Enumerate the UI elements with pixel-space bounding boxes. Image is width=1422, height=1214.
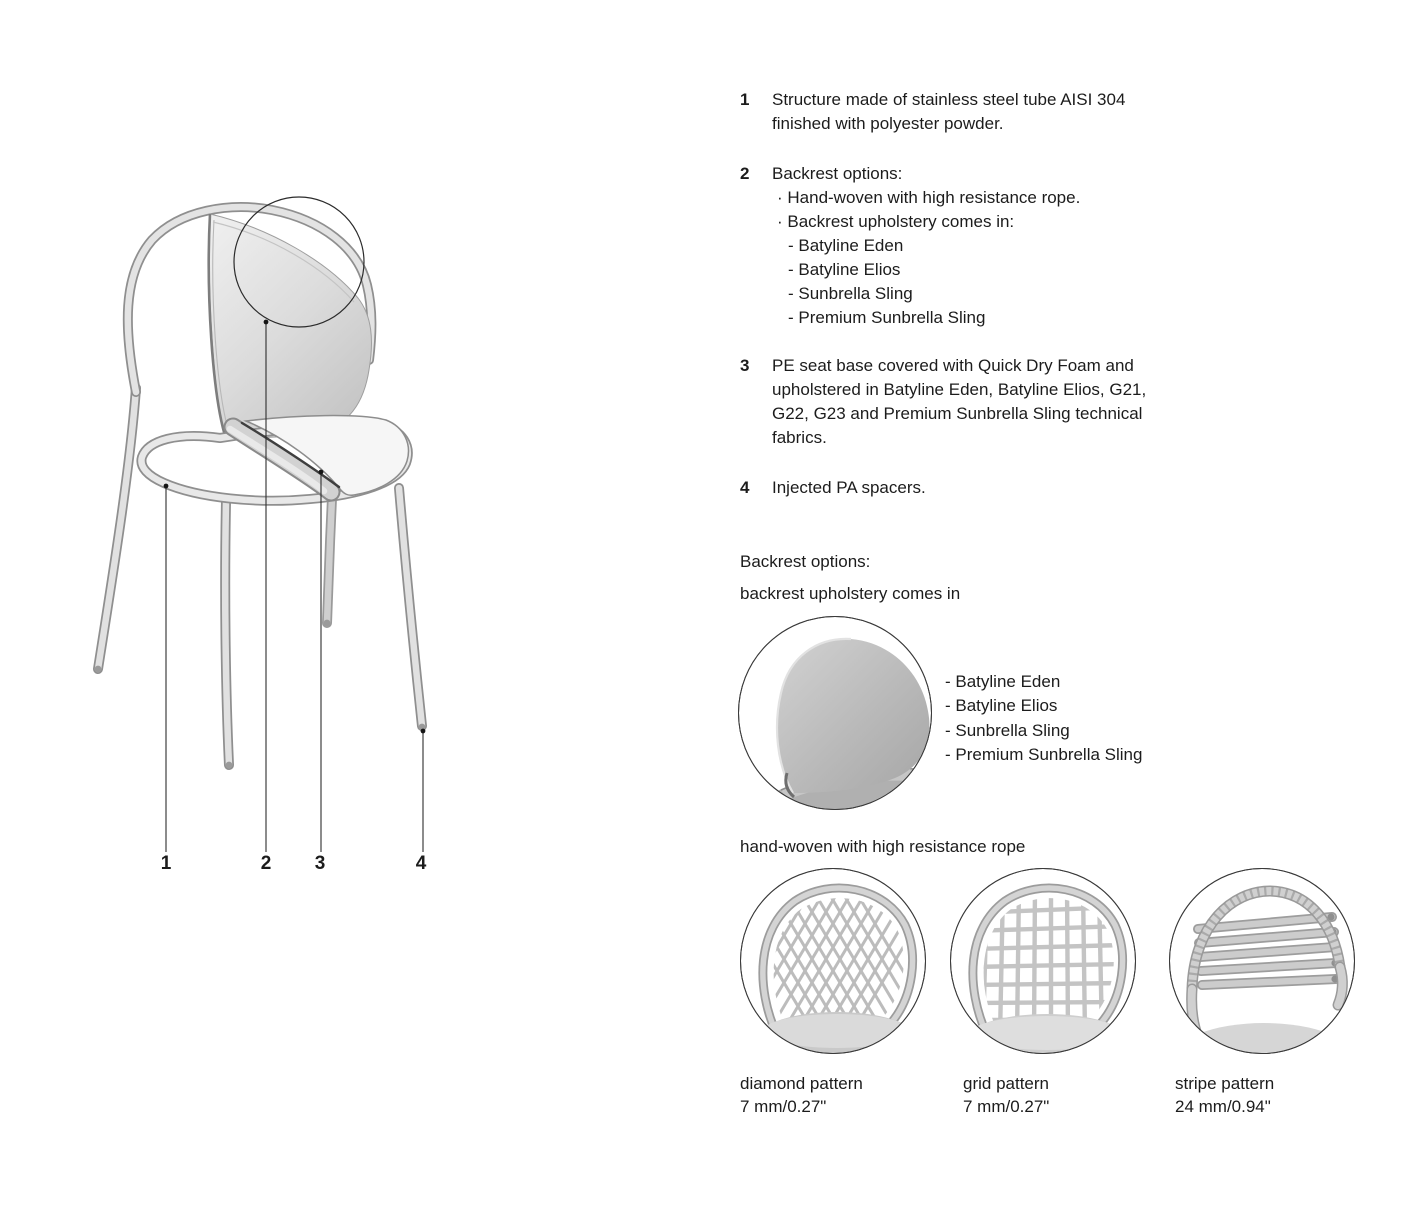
diamond-pattern-photo bbox=[739, 867, 927, 1055]
pattern-size: 7 mm/0.27" bbox=[963, 1097, 1050, 1116]
list-item: - Premium Sunbrella Sling bbox=[945, 744, 1143, 764]
spec-line: PE seat base covered with Quick Dry Foam and bbox=[772, 356, 1134, 375]
callout-number-3: 3 bbox=[314, 853, 326, 874]
spec-line: finished with polyester powder. bbox=[772, 114, 1004, 133]
pattern-name: grid pattern bbox=[963, 1074, 1049, 1093]
spec-line: - Batyline Eden bbox=[788, 236, 904, 255]
chair-line-drawing bbox=[60, 180, 500, 900]
spec-item-number: 4 bbox=[740, 478, 750, 497]
spec-item-3 bbox=[740, 354, 1146, 450]
spec-line: · Backrest upholstery comes in: bbox=[777, 212, 1015, 231]
pattern-name: stripe pattern bbox=[1175, 1074, 1275, 1093]
upholstery-subheading: backrest upholstery comes in bbox=[740, 584, 961, 603]
stripe-pattern-photo bbox=[1168, 867, 1356, 1055]
spec-line: G22, G23 and Premium Sunbrella Sling technical bbox=[772, 404, 1143, 423]
spec-line: · Hand-woven with high resistance rope. bbox=[777, 188, 1081, 207]
spec-line: fabrics. bbox=[772, 428, 827, 447]
spec-line: upholstered in Batyline Eden, Batyline Elios, G21, bbox=[772, 380, 1147, 399]
spec-item-number: 3 bbox=[740, 356, 750, 375]
pattern-size: 7 mm/0.27" bbox=[740, 1097, 827, 1116]
grid-pattern-caption bbox=[963, 1072, 1049, 1118]
pattern-name: diamond pattern bbox=[740, 1074, 863, 1093]
spec-line: - Sunbrella Sling bbox=[788, 284, 913, 303]
spec-item-2 bbox=[740, 162, 1080, 330]
grid-pattern-photo bbox=[949, 867, 1137, 1055]
diamond-pattern-caption bbox=[740, 1072, 863, 1118]
list-item: - Batyline Elios bbox=[945, 696, 1058, 716]
list-item: - Sunbrella Sling bbox=[945, 720, 1070, 740]
callout-number-4: 4 bbox=[415, 853, 427, 874]
spec-line: Structure made of stainless steel tube AISI 304 bbox=[772, 90, 1126, 109]
handwoven-heading: hand-woven with high resistance rope bbox=[740, 837, 1026, 856]
spec-item-number: 1 bbox=[740, 90, 750, 109]
callout-number-1: 1 bbox=[160, 853, 172, 874]
spec-line: - Batyline Elios bbox=[788, 260, 901, 279]
backrest-upholstery-photo bbox=[737, 615, 933, 811]
stripe-pattern-caption bbox=[1175, 1072, 1274, 1118]
spec-line: Backrest options: bbox=[772, 164, 903, 183]
callout-number-2: 2 bbox=[260, 853, 272, 874]
spec-item-1 bbox=[740, 88, 1125, 136]
spec-item-4 bbox=[740, 476, 926, 500]
list-item: - Batyline Eden bbox=[945, 672, 1061, 691]
spec-line: - Premium Sunbrella Sling bbox=[788, 308, 986, 327]
backrest-options-heading: Backrest options: bbox=[740, 552, 871, 571]
spec-item-number: 2 bbox=[740, 164, 750, 183]
spec-line: Injected PA spacers. bbox=[772, 478, 926, 497]
upholstery-options-list bbox=[945, 670, 1142, 767]
pattern-size: 24 mm/0.94" bbox=[1175, 1097, 1271, 1116]
